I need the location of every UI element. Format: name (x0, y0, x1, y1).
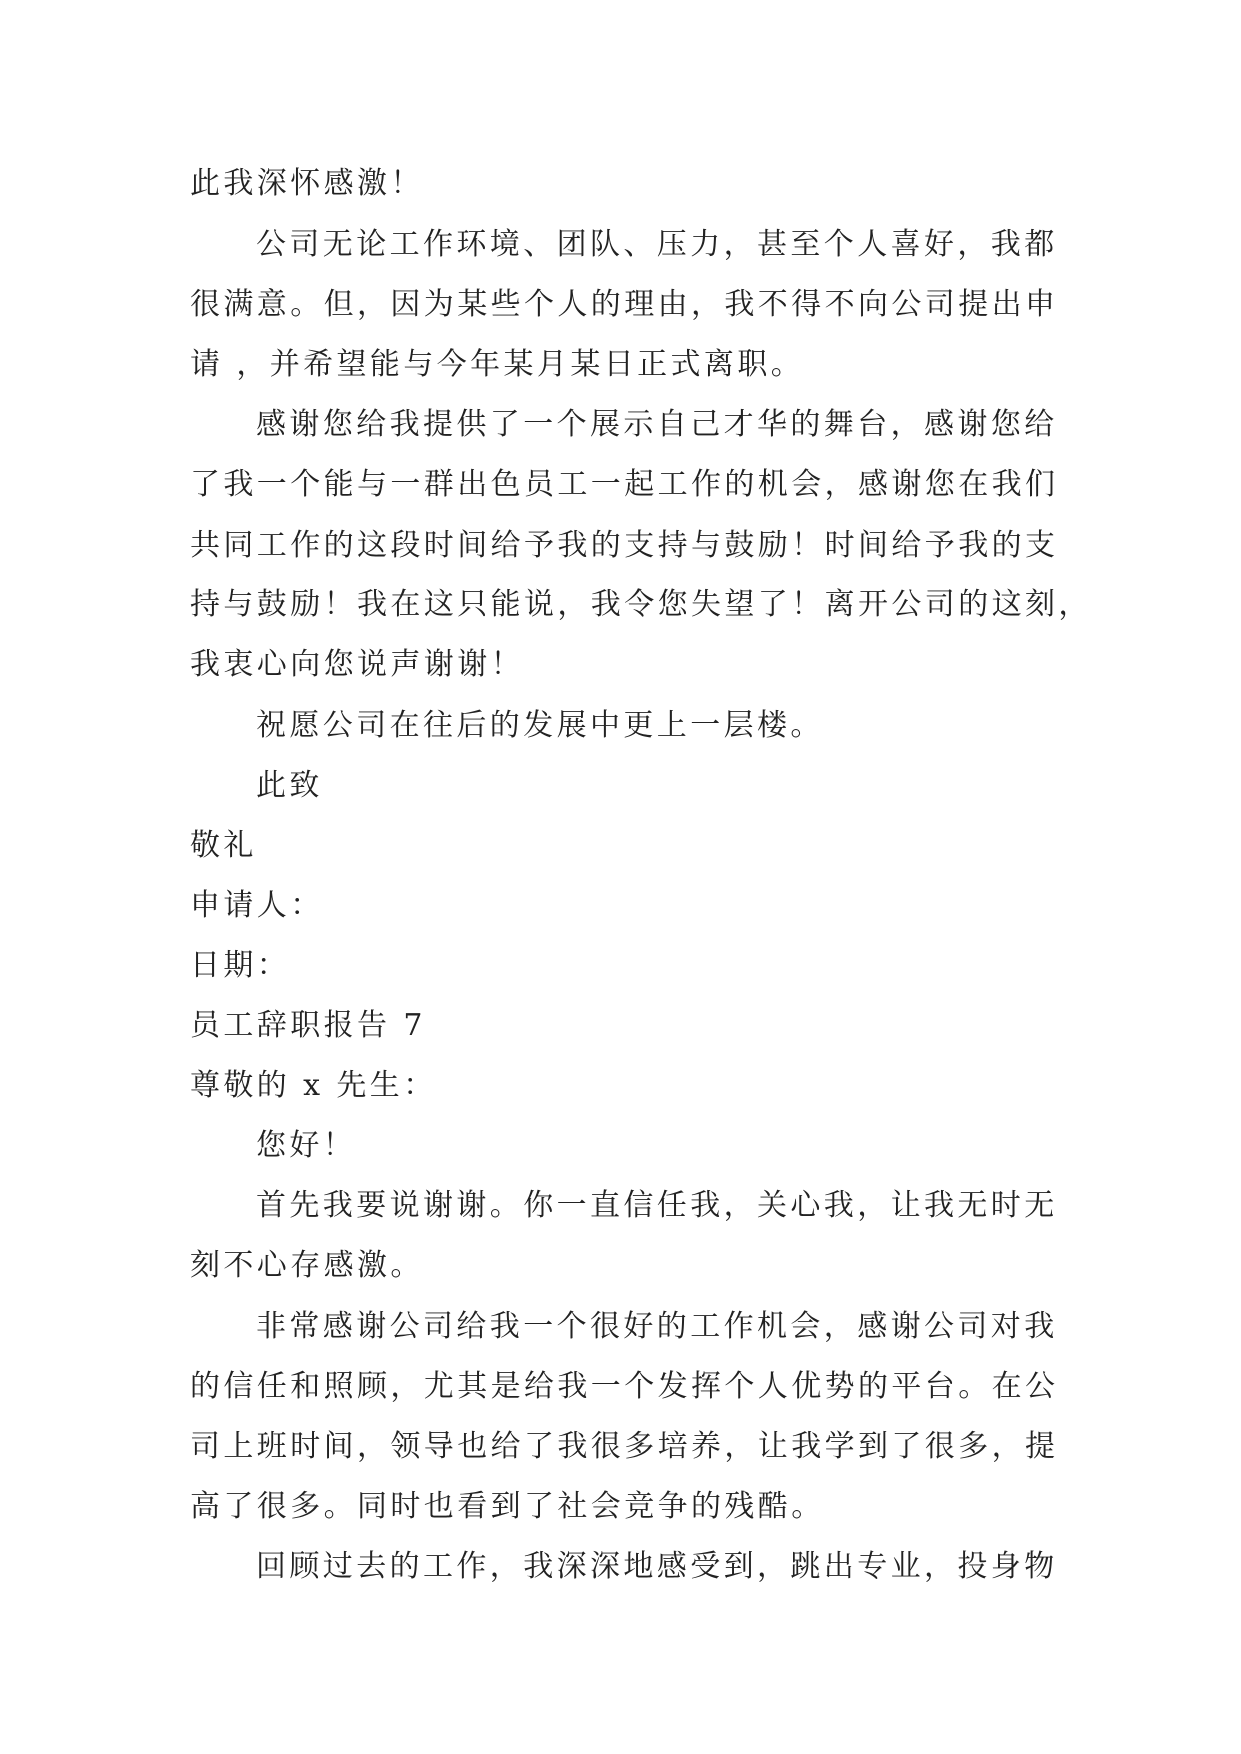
paragraph-text-line: 刻不心存感激。 (190, 1248, 424, 1283)
greeting-line: 您好！ (256, 1128, 357, 1163)
closing-line: 此致 (256, 768, 323, 803)
date-label: 日期： (190, 948, 291, 983)
report-title: 员工辞职报告 7 (190, 1008, 426, 1043)
paragraph-text-line: 共同工作的这段时间给予我的支持与鼓励！时间给予我的支 (190, 528, 1059, 563)
paragraph-text-line: 首先我要说谢谢。你一直信任我，关心我，让我无时无 (256, 1188, 1058, 1223)
paragraph-text-line: 非常感谢公司给我一个很好的工作机会，感谢公司对我 (256, 1309, 1058, 1344)
applicant-label: 申请人： (190, 888, 324, 923)
text-line: 此我深怀感激！ (190, 166, 424, 201)
paragraph-text-line: 请 ，并希望能与今年某月某日正式离职。 (190, 347, 805, 382)
paragraph-text-line: 了我一个能与一群出色员工一起工作的机会，感谢您在我们 (190, 467, 1059, 502)
paragraph-text-line: 祝愿公司在往后的发展中更上一层楼。 (256, 708, 824, 743)
paragraph-text-line: 回顾过去的工作，我深深地感受到，跳出专业，投身物 (256, 1549, 1058, 1584)
paragraph-text-line: 我衷心向您说声谢谢！ (190, 647, 524, 682)
paragraph-text-line: 感谢您给我提供了一个展示自己才华的舞台，感谢您给 (256, 407, 1058, 442)
paragraph-text-line: 很满意。但，因为某些个人的理由，我不得不向公司提出申 (190, 287, 1059, 322)
paragraph-text-line: 公司无论工作环境、团队、压力，甚至个人喜好，我都 (256, 227, 1058, 262)
salutation-line: 敬礼 (190, 828, 257, 863)
paragraph-text-line: 司上班时间，领导也给了我很多培养，让我学到了很多，提 (190, 1429, 1059, 1464)
paragraph-text-line: 高了很多。同时也看到了社会竞争的残酷。 (190, 1489, 825, 1524)
paragraph-text-line: 的信任和照顾，尤其是给我一个发挥个人优势的平台。在公 (190, 1369, 1059, 1404)
paragraph-text-line: 持与鼓励！我在这只能说，我令您失望了！离开公司的这刻， (190, 587, 1092, 622)
greeting-line: 尊敬的 x 先生： (190, 1068, 437, 1103)
